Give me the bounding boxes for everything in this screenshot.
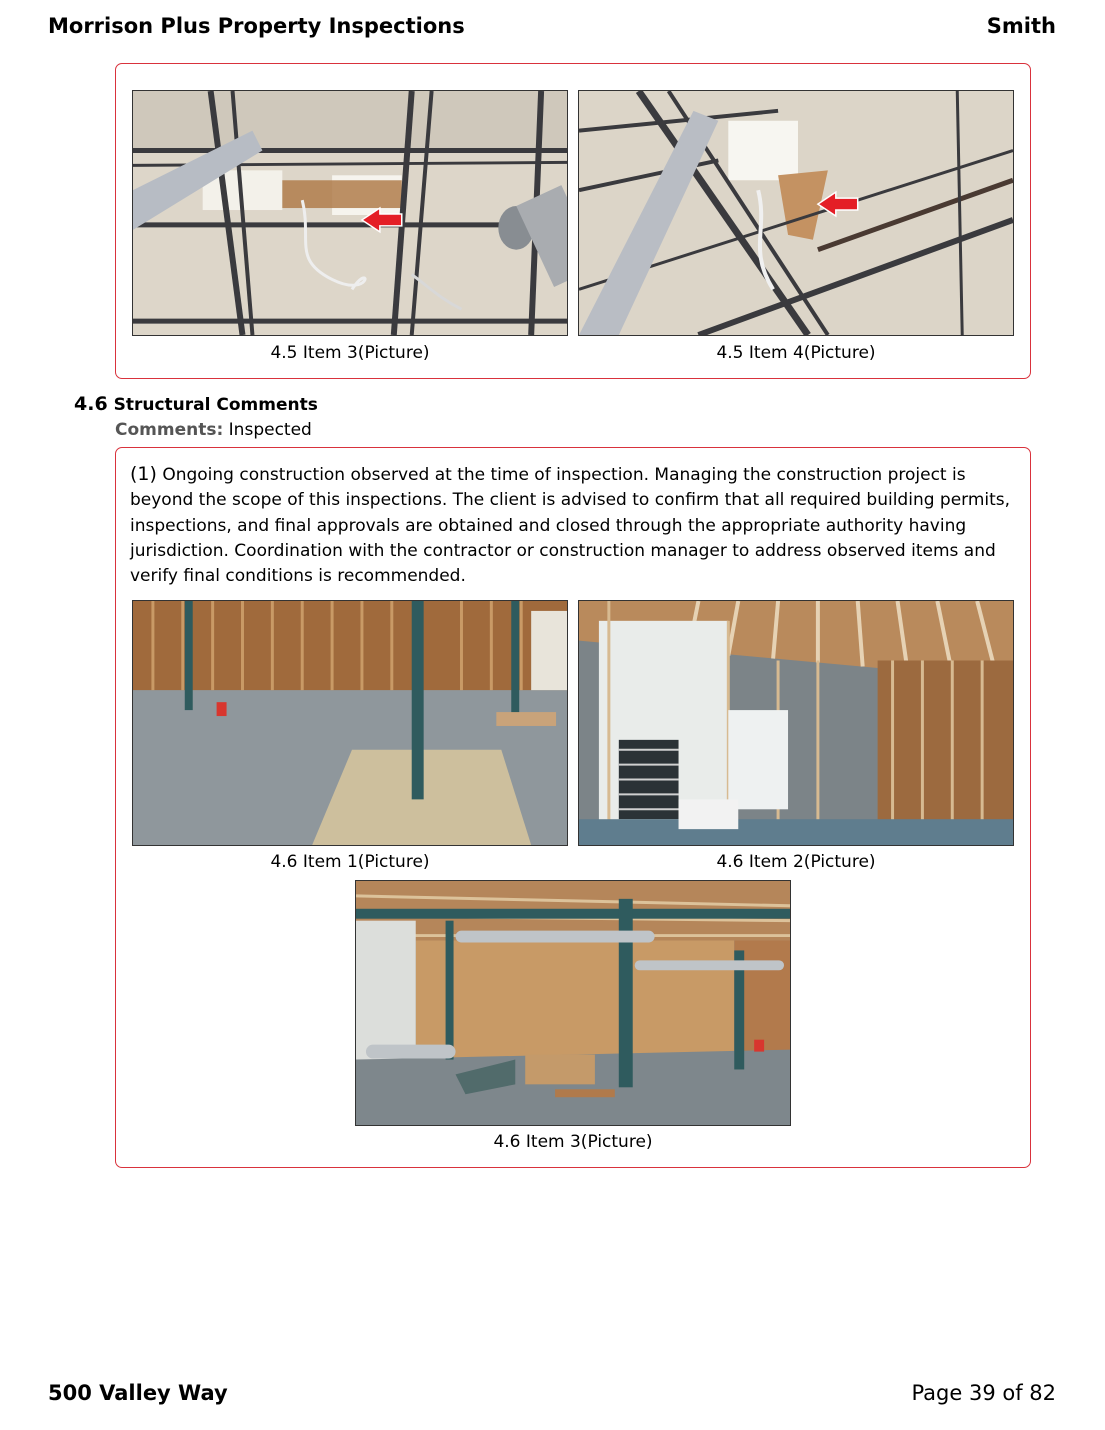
comment-box-4-6 bbox=[115, 447, 1031, 1168]
section-title: Structural Comments bbox=[113, 395, 318, 415]
section-number: 4.6 bbox=[74, 393, 108, 415]
photo-caption: 4.6 Item 2(Picture) bbox=[716, 852, 876, 872]
comments-value: Inspected bbox=[228, 420, 312, 440]
photo-4-5-item-4[interactable] bbox=[578, 90, 1014, 336]
company-name: Morrison Plus Property Inspections bbox=[48, 14, 465, 38]
photo-caption: 4.5 Item 4(Picture) bbox=[716, 343, 876, 363]
photo-4-6-item-1[interactable] bbox=[132, 600, 568, 846]
photo-4-6-item-3[interactable] bbox=[355, 880, 791, 1126]
photo-4-6-item-2[interactable] bbox=[578, 600, 1014, 846]
section-heading bbox=[74, 393, 318, 415]
page-number: Page 39 of 82 bbox=[911, 1381, 1056, 1405]
comment-item-text: Ongoing construction observed at the time of inspection. Managing the construction project is beyond the scope of this inspections. The client is advised to confirm that all required building permits, inspections, and final approvals are obtained and closed through the appropriate authority having jurisdiction. Coordination with the contractor or construction manager to address observed items and verify final conditions is recommended. bbox=[130, 465, 1011, 587]
property-address: 500 Valley Way bbox=[48, 1381, 228, 1405]
photo-group-4-5 bbox=[115, 63, 1031, 379]
comment-paragraph bbox=[130, 462, 1020, 589]
photo-caption: 4.6 Item 3(Picture) bbox=[493, 1132, 653, 1152]
client-name: Smith bbox=[986, 14, 1056, 38]
section-comments bbox=[115, 420, 312, 440]
photo-caption: 4.6 Item 1(Picture) bbox=[270, 852, 430, 872]
comment-item-number: (1) bbox=[130, 463, 157, 485]
comments-label: Comments: bbox=[115, 420, 224, 440]
photo-caption: 4.5 Item 3(Picture) bbox=[270, 343, 430, 363]
photo-4-5-item-3[interactable] bbox=[132, 90, 568, 336]
